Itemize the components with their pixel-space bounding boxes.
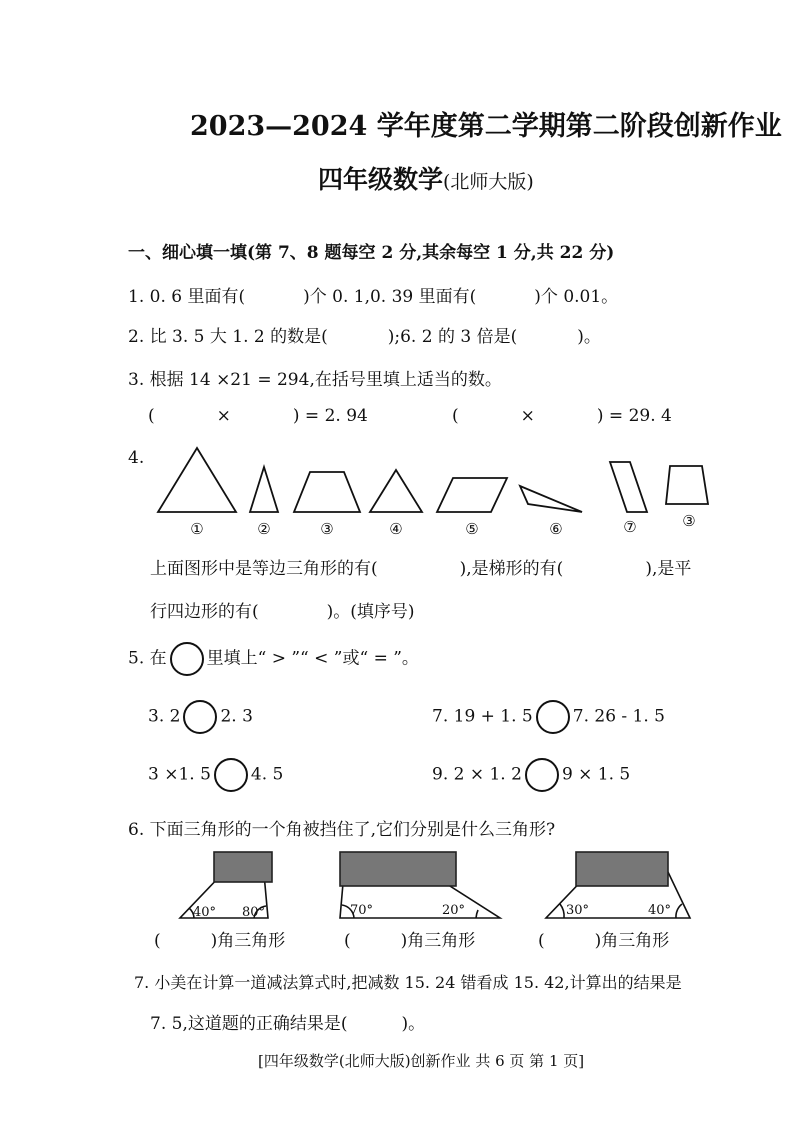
q2-text-a: 2. 比 3. 5 大 1. 2 的数是( bbox=[128, 327, 328, 347]
cover-block-3 bbox=[576, 852, 668, 886]
shape-label-3: ③ bbox=[320, 520, 334, 538]
question-7-line-2 bbox=[150, 1009, 425, 1034]
q6-a2-close: )角三角形 bbox=[400, 931, 476, 951]
question-5-stem bbox=[128, 642, 419, 676]
q3-eq1-open: ( bbox=[148, 406, 155, 426]
q7-text-b: )。 bbox=[401, 1014, 426, 1034]
shape-4-triangle bbox=[370, 470, 422, 512]
q4-text-b: ),是梯形的有( bbox=[459, 559, 564, 579]
q5-item-2-answer-circle[interactable] bbox=[536, 700, 570, 734]
q1-text-b: )个 0. 1,0. 39 里面有( bbox=[303, 287, 477, 307]
shape-8-trapezoid bbox=[666, 466, 708, 504]
q6-answer-2 bbox=[344, 926, 475, 951]
q4-text-d: 行四边形的有( bbox=[150, 602, 259, 622]
shape-label-8: ③ bbox=[682, 512, 696, 530]
cover-block-2 bbox=[340, 852, 456, 886]
shape-label-4: ④ bbox=[389, 520, 403, 538]
question-6-stem: 6. 下面三角形的一个角被挡住了,它们分别是什么三角形? bbox=[128, 820, 556, 840]
q4-text-c: ),是平 bbox=[645, 559, 692, 579]
q5-item-4 bbox=[432, 758, 630, 792]
q3-eq2-result: ) = 29. 4 bbox=[596, 406, 672, 426]
q4-text-a: 上面图形中是等边三角形的有( bbox=[150, 559, 378, 579]
q1-text-a: 1. 0. 6 里面有( bbox=[128, 287, 246, 307]
q5-item-2-right: 7. 26 - 1. 5 bbox=[572, 706, 665, 727]
angle-arc-40b bbox=[676, 904, 682, 918]
question-3-stem: 3. 根据 14 ×21 = 294,在括号里填上适当的数。 bbox=[128, 370, 502, 390]
q5-text-b: 里填上“ > ”“ < ”或“ = ”。 bbox=[206, 648, 419, 669]
shape-label-1: ① bbox=[190, 520, 204, 538]
shape-1-equilateral-triangle bbox=[158, 448, 236, 512]
q2-text-c: )。 bbox=[577, 327, 601, 347]
q1-text-c: )个 0.01。 bbox=[534, 287, 619, 307]
angle-label-1a: 40° bbox=[193, 905, 217, 920]
question-7-line-1: 7. 小美在计算一道减法算式时,把减数 15. 24 错看成 15. 42,计算出的结果是 bbox=[134, 973, 682, 992]
q4-line-2 bbox=[150, 597, 415, 622]
section-heading: 一、细心填一填(第 7、8 题每空 2 分,其余每空 1 分,共 22 分) bbox=[128, 243, 615, 263]
q5-text-a: 5. 在 bbox=[128, 648, 167, 669]
q4-text-e: )。(填序号) bbox=[326, 602, 415, 622]
q3-eq1-result: ) = 2. 94 bbox=[292, 406, 368, 426]
angle-label-3a: 30° bbox=[566, 903, 590, 918]
q5-item-3 bbox=[148, 758, 283, 792]
q7-text-a: 7. 5,这道题的正确结果是( bbox=[150, 1014, 348, 1034]
q5-item-3-answer-circle[interactable] bbox=[214, 758, 248, 792]
q2-text-b: );6. 2 的 3 倍是( bbox=[387, 327, 518, 347]
shape-6-obtuse-triangle bbox=[520, 486, 582, 512]
angle-label-3b: 40° bbox=[648, 903, 672, 918]
page-title: 2023—2024 学年度第二学期第二阶段创新作业 bbox=[190, 111, 782, 142]
question-2 bbox=[128, 322, 601, 347]
q5-item-1-right: 2. 3 bbox=[220, 706, 253, 727]
q5-item-2-left: 7. 19 + 1. 5 bbox=[432, 706, 533, 727]
q6-a1-close: )角三角形 bbox=[210, 931, 286, 951]
q3-eq2-open: ( bbox=[452, 406, 459, 426]
cover-block-1 bbox=[214, 852, 272, 882]
q5-item-1 bbox=[148, 700, 253, 734]
angle-arc-20 bbox=[476, 910, 478, 918]
q5-item-4-left: 9. 2 × 1. 2 bbox=[432, 764, 522, 785]
q6-answer-1 bbox=[154, 926, 285, 951]
q3-equation-1[interactable] bbox=[148, 406, 368, 426]
q4-shapes bbox=[140, 440, 740, 540]
q6-a3-open: ( bbox=[538, 931, 545, 951]
q6-a2-open: ( bbox=[344, 931, 351, 951]
question-4-number: 4. bbox=[128, 448, 145, 468]
q6-a1-open: ( bbox=[154, 931, 161, 951]
q6-answer-3 bbox=[538, 926, 669, 951]
subtitle-edition: (北师大版) bbox=[443, 171, 534, 193]
q3-eq2-times: × bbox=[520, 406, 535, 426]
q5-item-3-left: 3 ×1. 5 bbox=[148, 764, 211, 785]
q5-item-4-right: 9 × 1. 5 bbox=[561, 764, 631, 785]
page-subtitle bbox=[318, 160, 534, 196]
subtitle-main: 四年级数学 bbox=[318, 165, 444, 194]
angle-label-1b: 80° bbox=[242, 905, 266, 920]
shape-label-2: ② bbox=[257, 520, 271, 538]
page-footer: [四年级数学(北师大版)创新作业 共 6 页 第 1 页] bbox=[258, 1052, 585, 1070]
q5-item-2 bbox=[432, 700, 665, 734]
q6-triangles bbox=[160, 850, 710, 925]
angle-label-2a: 70° bbox=[350, 903, 374, 918]
shape-label-5: ⑤ bbox=[465, 520, 479, 538]
q5-item-1-answer-circle[interactable] bbox=[183, 700, 217, 734]
angle-label-2b: 20° bbox=[442, 903, 466, 918]
shape-5-parallelogram bbox=[437, 478, 507, 512]
shape-3-trapezoid bbox=[294, 472, 360, 512]
q3-eq1-times: × bbox=[216, 406, 231, 426]
q5-sample-circle-icon bbox=[170, 642, 204, 676]
q6-a3-close: )角三角形 bbox=[594, 931, 670, 951]
q5-item-1-left: 3. 2 bbox=[148, 706, 181, 727]
q4-line-1 bbox=[150, 554, 691, 579]
q5-item-4-answer-circle[interactable] bbox=[525, 758, 559, 792]
shape-2-isosceles-triangle bbox=[250, 467, 278, 512]
angle-arc-30 bbox=[560, 904, 564, 918]
question-1 bbox=[128, 282, 618, 307]
shape-label-6: ⑥ bbox=[549, 520, 563, 538]
shape-label-7: ⑦ bbox=[623, 518, 637, 536]
q3-equation-2[interactable] bbox=[452, 406, 672, 426]
q5-item-3-right: 4. 5 bbox=[250, 764, 284, 785]
shape-7-parallelogram bbox=[610, 462, 647, 512]
